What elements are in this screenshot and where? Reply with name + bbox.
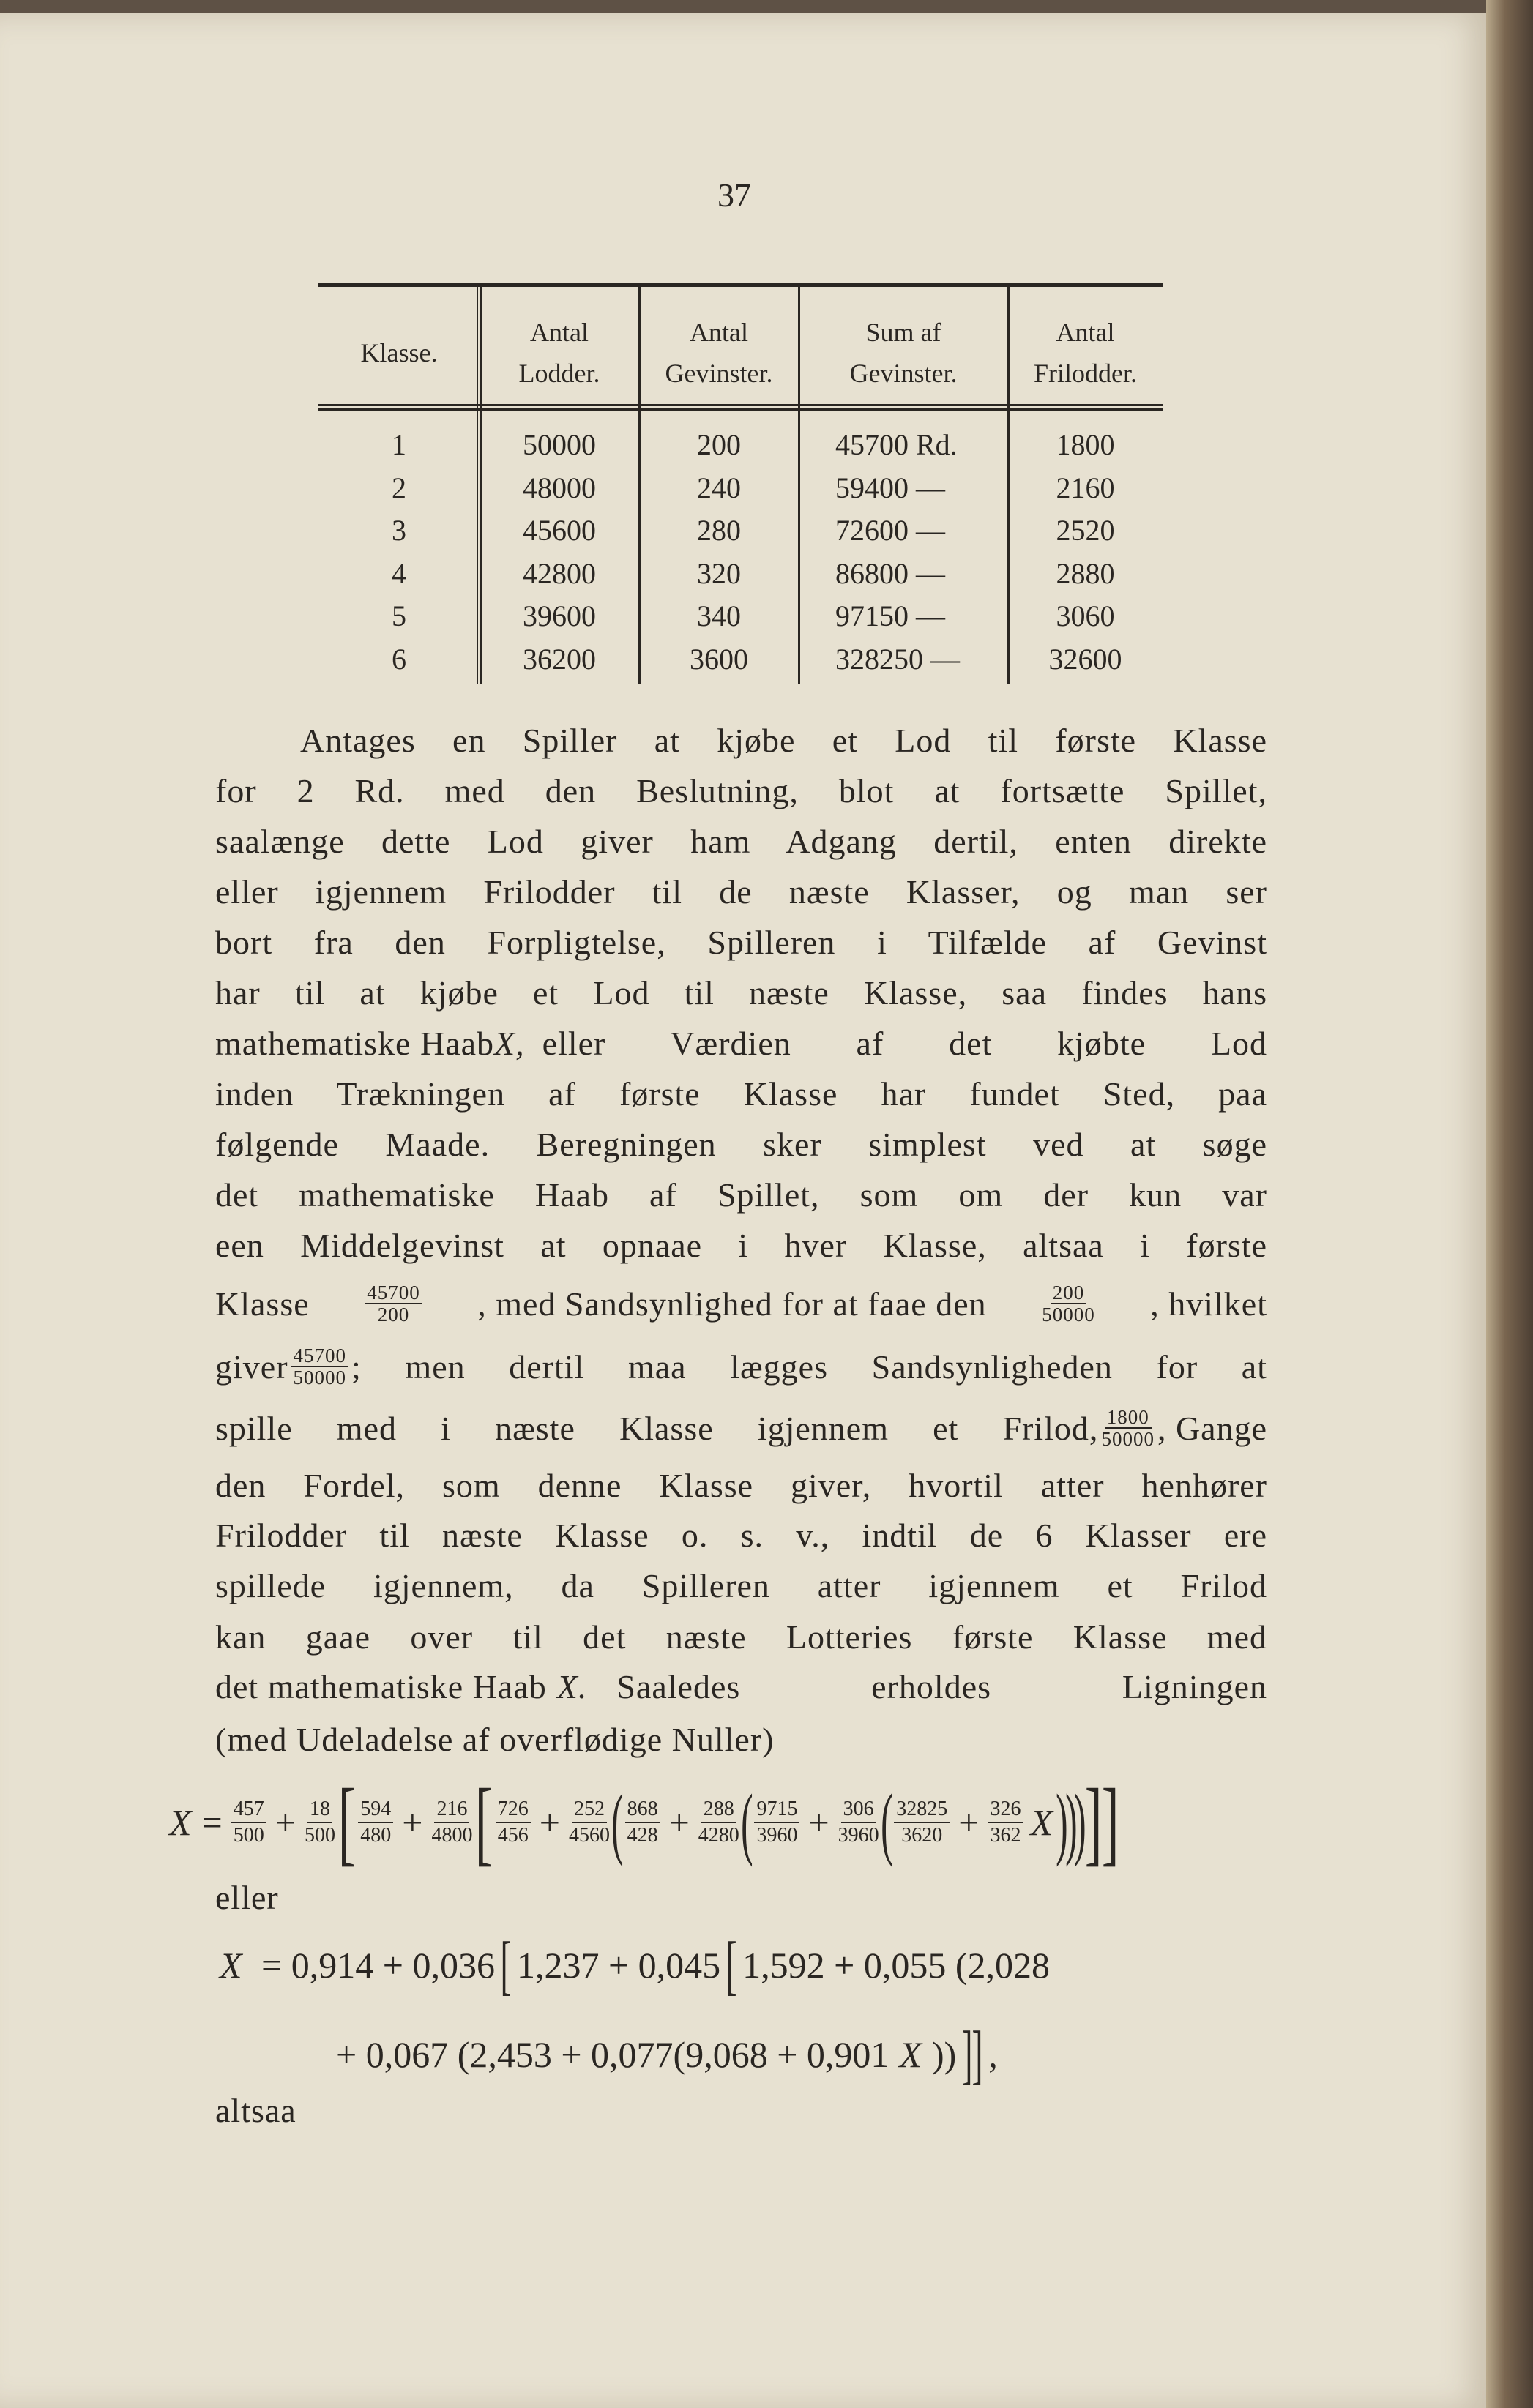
header-text: Frilodder. [1034,359,1137,388]
variable-x: X. [556,1668,588,1705]
text: har til at kjøbe et Lod til næste Klasse, saa findes hans [215,974,1267,1012]
table-header [318,332,480,373]
table-cell: 340 [697,599,741,632]
operator: , [988,2034,998,2075]
table-header [799,312,1008,394]
denominator: 500 [233,1824,264,1847]
text-line [215,1516,1267,1555]
fraction [625,1797,660,1848]
numerator: 326 [988,1797,1023,1823]
table-header-rule [318,404,1163,411]
text-line [300,721,1267,760]
operator: + 0,067 (2,453 + 0,077(9,068 + 0,901 [336,2034,889,2075]
bracket: [ [500,1929,512,2002]
fraction: $\frac{45700}{50000}$ [291,1345,349,1388]
numerator: 288 [701,1797,736,1823]
text: eller igjennem Frilodder til de næste Klasser, og man ser [215,873,1267,911]
text: eller Værdien af det kjøbte Lod [542,1025,1267,1062]
text: det mathematiske Haab [215,1668,547,1705]
header-text: Gevinster. [849,359,958,388]
page-edge [1486,0,1533,2408]
fraction: $\frac{1800}{50000}$ [1101,1406,1155,1450]
table-cell: 1800 [1056,428,1115,461]
table-cell: 240 [697,471,741,504]
text-line [215,923,1267,962]
table-cell: 6 [392,642,406,676]
bracket: [ [726,1929,737,2002]
fraction [988,1797,1023,1848]
text: mathematiske Haab [215,1025,495,1062]
variable-x: X [220,1945,242,1986]
denominator: 500 [304,1824,335,1847]
operator: )) [931,2034,957,2075]
table-cell: 45600 [523,514,596,547]
header-text: Antal [530,318,589,347]
header-text: Gevinster. [665,359,773,388]
text-line [215,771,1267,810]
denominator: 4800 [431,1824,473,1847]
bracket: [ [337,1770,356,1875]
denominator: 3620 [901,1824,943,1847]
fraction: $\frac{45700}{200}$ [365,1282,422,1325]
operator: + [275,1802,296,1843]
variable-x: X [169,1802,192,1843]
text: inden Trækningen af første Klasse har fundet Sted, paa [215,1075,1267,1113]
table-cell: 5 [392,599,406,632]
operator: 1,237 + 0,045 [516,1945,721,1986]
text-line [215,2091,296,2130]
text: følgende Maade. Beregningen sker simplest ved at søge [215,1126,1267,1163]
table-cell: 48000 [523,471,596,504]
operator: + [958,1802,980,1843]
text: kan gaae over til det næste Lotteries første Klasse med [215,1618,1267,1656]
denominator: 480 [360,1824,392,1847]
numerator: 9715 [754,1797,799,1823]
table-cell: 72600 — [835,514,945,547]
bracket: ] [971,2018,983,2091]
text-line [215,1345,1267,1388]
table-cell: 280 [697,514,741,547]
bracket: ] [1101,1770,1119,1875]
fraction [431,1797,472,1848]
table-header [480,312,639,394]
fraction [838,1797,879,1848]
text-line [215,1720,774,1759]
text: det mathematiske Haab af Spillet, som om der kun var [215,1176,1267,1214]
fraction: $\frac{200}{50000}$ [1042,1282,1095,1325]
table-cell: 4 [392,556,406,590]
operator: + [668,1802,690,1843]
numerator: 306 [841,1797,876,1823]
denominator: 4280 [698,1824,739,1847]
text-line [215,1566,1267,1605]
text: Antages en Spiller at kjøbe et Lod til første Klasse [300,722,1267,759]
denominator: 428 [627,1824,658,1847]
operator: + [539,1802,560,1843]
text-line [215,1667,1267,1706]
table-cell: 97150 — [835,599,945,632]
parenthesis: ( [740,1778,753,1867]
bracket: ] [961,2018,973,2091]
table-header [639,312,799,394]
text-line [215,1618,1267,1656]
text: saalænge dette Lod giver ham Adgang dertil, enten direkte [215,823,1267,860]
table-cell: 328250 — [835,642,960,676]
denominator: 3960 [838,1824,879,1847]
equation-2-line-2 [330,2018,1004,2091]
parenthesis: ) [1056,1778,1068,1867]
numerator: 457 [231,1797,266,1823]
table-cell: 45700 Rd. [835,428,958,461]
text: , Gange [1157,1409,1267,1447]
operator: = [201,1802,223,1843]
equation-1 [165,1771,1119,1874]
numerator: 32825 [894,1797,950,1823]
text-line [215,1226,1267,1265]
fraction [754,1797,799,1848]
text-line [215,1074,1267,1113]
table-cell: 2520 [1056,514,1115,547]
text: den Fordel, som denne Klasse giver, hvortil atter henhører [215,1467,1267,1504]
text-line [215,1466,1267,1505]
numerator: 726 [496,1797,531,1823]
text-line [215,1407,1267,1449]
table-header [1008,312,1163,394]
variable-x: X [1030,1802,1053,1843]
numerator: 868 [625,1797,660,1823]
text: spille med i næste Klasse igjennem et Frilod, [215,1409,1099,1447]
fraction [496,1797,531,1848]
equation-2-line-1 [215,1929,1056,2002]
numerator: 216 [434,1797,469,1823]
header-text: Antal [1056,318,1115,347]
text: for 2 Rd. med den Beslutning, blot at fortsætte Spillet, [215,772,1267,809]
table-cell: 42800 [523,556,596,590]
text: , med Sandsynlighed for at faae den [477,1285,987,1323]
text: spillede igjennem, da Spilleren atter igjennem et Frilod [215,1567,1267,1604]
table-cell: 2 [392,471,406,504]
table-cell: 200 [697,428,741,461]
header-text: Lodder. [518,359,600,388]
text: ; men dertil maa lægges Sandsynligheden for at [351,1347,1267,1386]
denominator: 4560 [568,1824,610,1847]
table-cell: 3600 [690,642,748,676]
table-cell: 39600 [523,599,596,632]
header-text: Antal [690,318,748,347]
header-text: Sum af [865,318,941,347]
fraction [569,1797,610,1848]
table-cell: 3060 [1056,599,1115,632]
parenthesis: ) [1074,1778,1086,1867]
text: altsaa [215,2092,296,2129]
text: een Middelgevinst at opnaae i hver Klasse, altsaa i første [215,1227,1267,1264]
text: (med Udeladelse af overflødige Nuller) [215,1721,775,1758]
table-cell: 2880 [1056,556,1115,590]
table-cell: 1 [392,428,406,461]
fraction [305,1797,335,1848]
text-line [215,1175,1267,1214]
operator: + [402,1802,423,1843]
table-cell: 50000 [523,428,596,461]
denominator: 3960 [756,1824,798,1847]
operator: + [808,1802,829,1843]
table-cell: 36200 [523,642,596,676]
bracket: ] [1084,1770,1103,1875]
numerator: 252 [572,1797,607,1823]
text-line [215,1282,1267,1325]
variable-x: X [899,2034,922,2075]
text: Frilodder til næste Klasse o. s. v., indtil de 6 Klasser ere [215,1517,1267,1554]
table-cell: 320 [697,556,741,590]
denominator: 456 [497,1824,529,1847]
parenthesis: ( [880,1778,893,1867]
text-line [215,973,1267,1012]
operator: 1,592 + 0,055 (2,028 [742,1945,1050,1986]
text-line [215,872,1267,911]
numerator: 18 [307,1797,332,1823]
text: bort fra den Forpligtelse, Spilleren i Tilfælde af Gevinst [215,924,1267,961]
table-top-rule [318,283,1163,287]
text: Klasse [215,1285,310,1323]
text: giver [215,1347,288,1386]
denominator: 362 [990,1824,1021,1847]
text-line [215,822,1267,861]
text-line [215,1878,279,1917]
table-cell: 32600 [1048,642,1122,676]
variable-x: X, [494,1025,525,1062]
parenthesis: ) [1064,1778,1078,1867]
fraction [358,1797,393,1848]
header-text: Klasse. [360,338,438,367]
fraction [698,1797,739,1848]
text-line [215,1125,1267,1164]
fraction [894,1797,950,1848]
text: eller [215,1879,279,1916]
parenthesis: ( [611,1778,624,1867]
table-cell: 86800 — [835,556,945,590]
table-cell: 2160 [1056,471,1115,504]
bracket: [ [475,1770,493,1875]
numerator: 594 [358,1797,393,1823]
fraction [231,1797,266,1848]
table-cell: 3 [392,514,406,547]
operator: = 0,914 + 0,036 [252,1945,495,1986]
page-number: 37 [717,176,751,214]
table-cell: 59400 — [835,471,945,504]
text: Saaledes erholdes Ligningen [616,1668,1267,1705]
text: , hvilket [1150,1285,1267,1323]
text-line [215,1024,1267,1063]
